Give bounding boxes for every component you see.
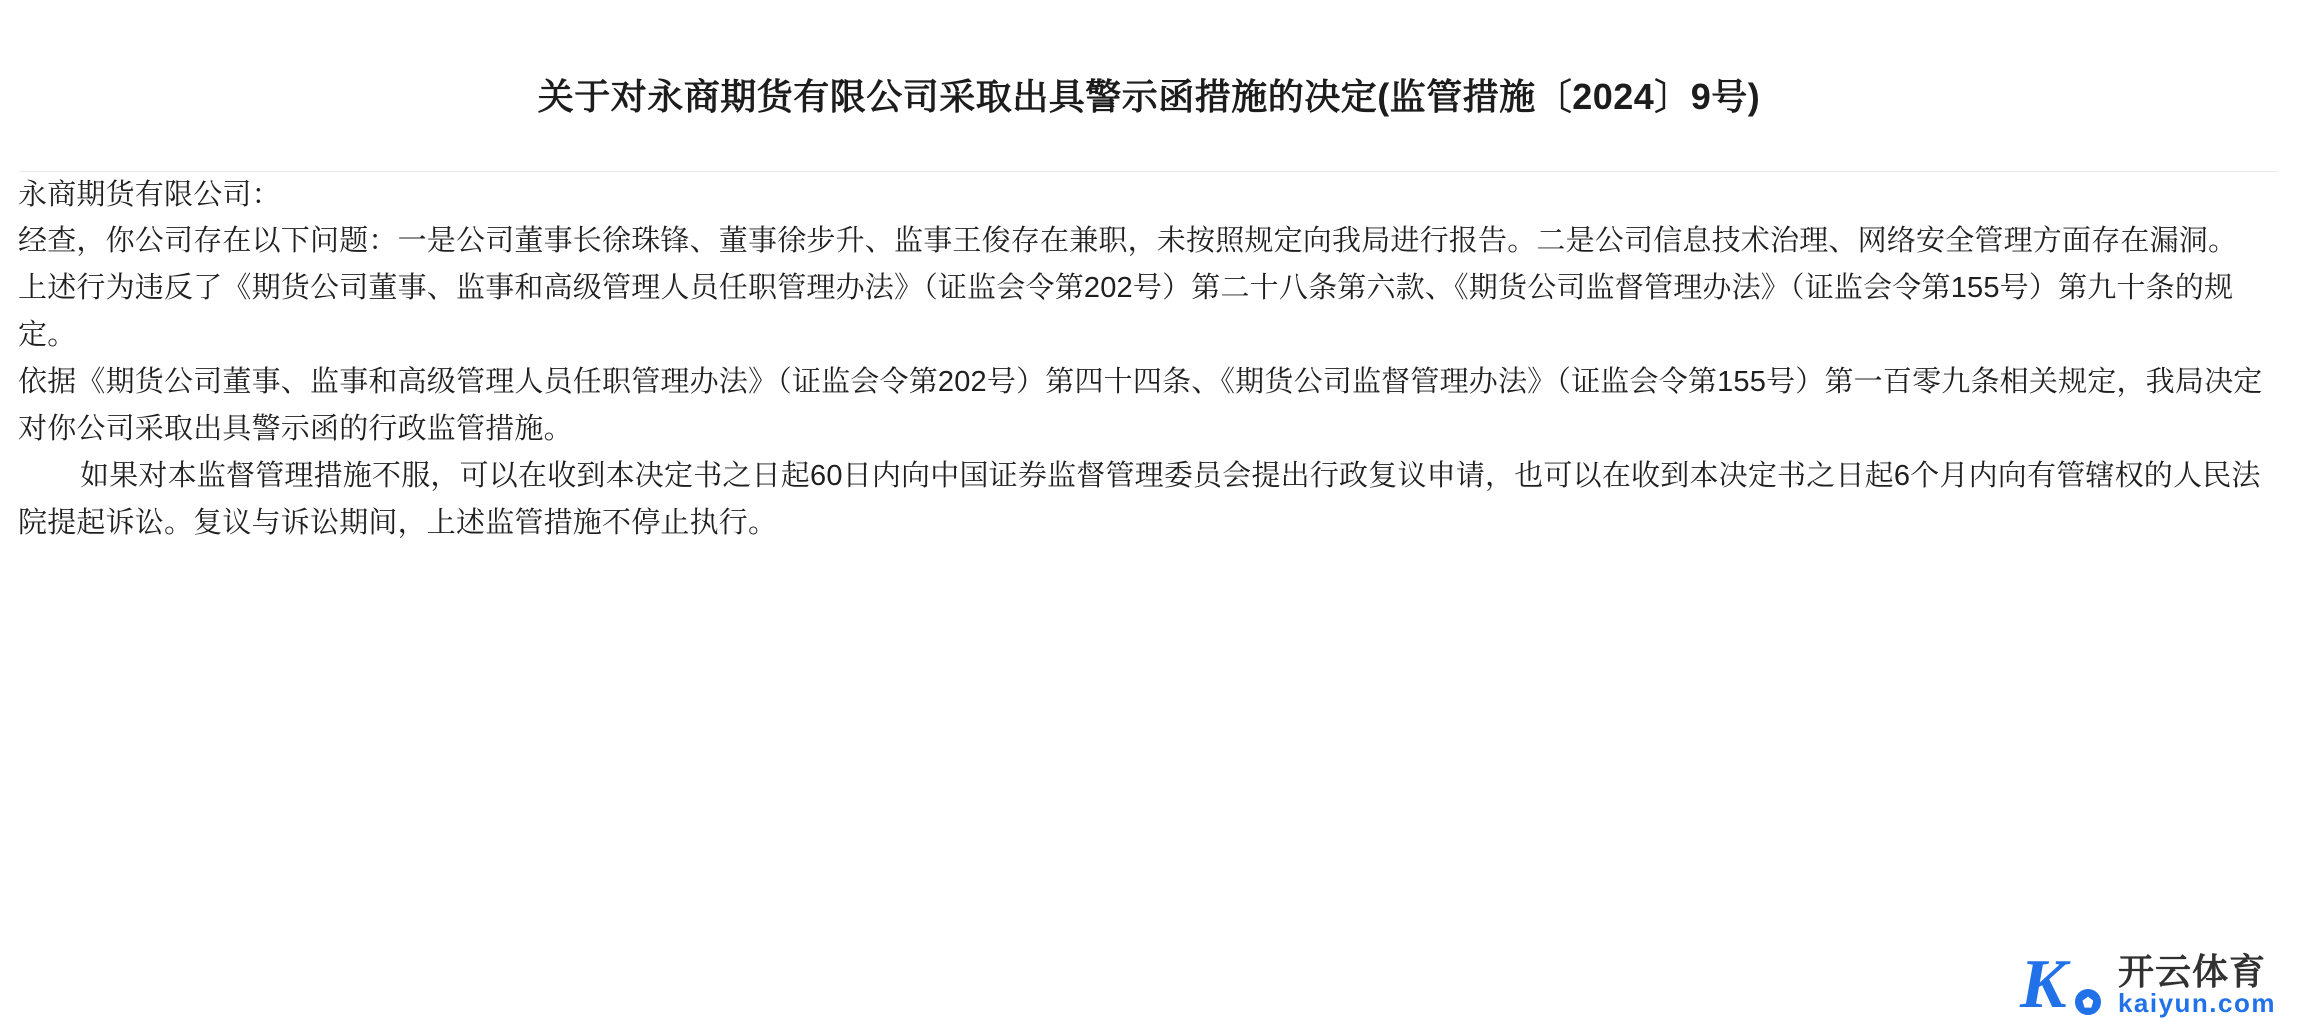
logo-letter: K: [2019, 946, 2067, 1024]
brand-name-cn: 开云体育: [2117, 950, 2266, 992]
paragraph-decision: 依据《期货公司董事、监事和高级管理人员任职管理办法》（证监会令第202号）第四十四条、《期货公司监督管理办法》（证监会令第155号）第一百零九条相关规定，我局决定对你公司采取出具警示函的行政监管措施。: [18, 366, 2263, 446]
page-title: 关于对永商期货有限公司采取出具警示函措施的决定(监管措施〔2024〕9号): [537, 76, 1761, 118]
document-page: [0, 24, 2298, 1036]
brand-logo-icon: [2020, 948, 2106, 1022]
paragraph-appeal-rights: 如果对本监督管理措施不服，可以在收到本决定书之日起60日内向中国证券监督管理委员会提出行政复议申请，也可以在收到本决定书之日起6个月内向有管辖权的人民法院提起诉讼。复议与诉讼期间，上述监管措施不停止执行。: [18, 460, 2261, 540]
paragraph-findings: 经查，你公司存在以下问题：一是公司董事长徐珠锋、董事徐步升、监事王俊存在兼职，未按照规定向我局进行报告。二是公司信息技术治理、网络安全管理方面存在漏洞。: [18, 225, 2238, 258]
watermark: [2020, 948, 2276, 1022]
brand-text: [2117, 950, 2276, 1019]
paragraph-violations: 上述行为违反了《期货公司董事、监事和高级管理人员任职管理办法》（证监会令第202号）第二十八条第六款、《期货公司监督管理办法》（证监会令第155号）第九十条的规定。: [18, 272, 2234, 352]
document-body: [0, 172, 2298, 548]
soccer-ball-icon: [2072, 986, 2104, 1018]
salutation-line: 永商期货有限公司：: [18, 178, 281, 211]
brand-name-en: kaiyun.com: [2117, 988, 2276, 1019]
